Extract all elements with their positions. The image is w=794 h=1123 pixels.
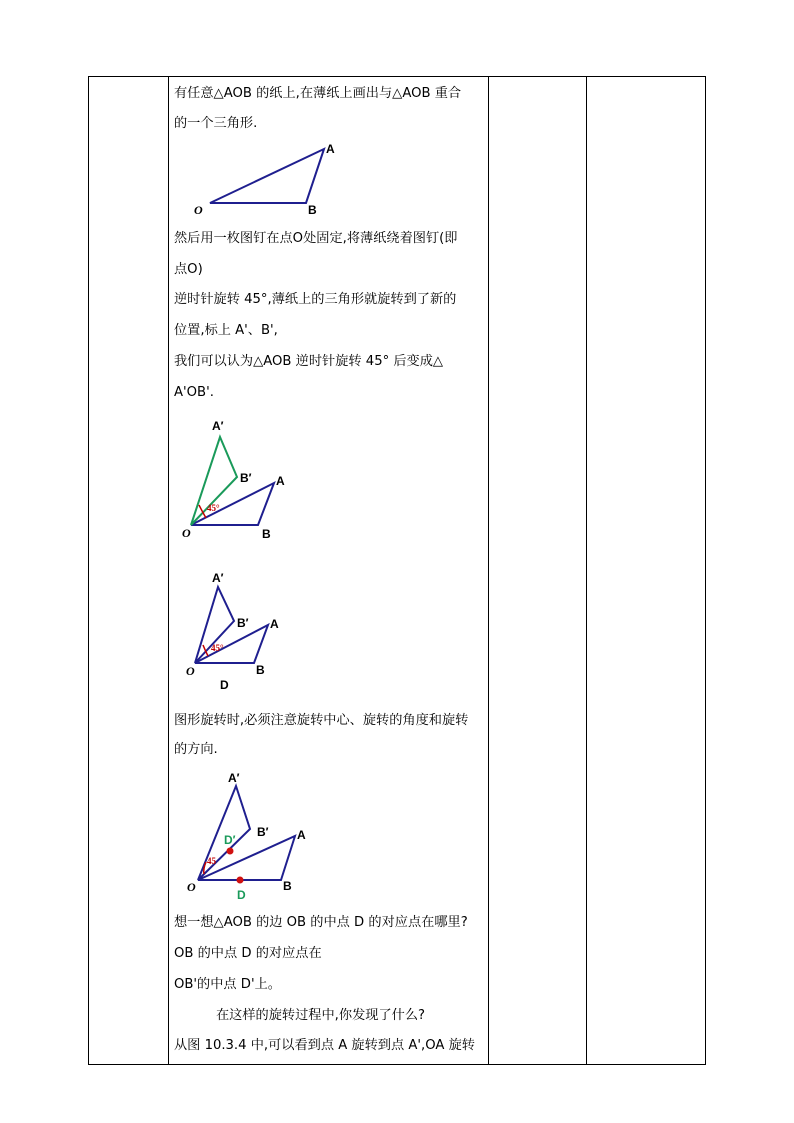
- paragraph-line: 想一想△AOB 的边 OB 的中点 D 的对应点在哪里?: [174, 915, 468, 930]
- triangle-aob: [195, 625, 268, 663]
- label-a-prime: A′: [228, 771, 240, 785]
- label-a: A: [276, 474, 285, 488]
- label-d: D: [220, 678, 229, 692]
- figure-triangle-aob: [184, 140, 344, 220]
- label-b-prime: B′: [257, 825, 269, 839]
- paragraph-line: 点O): [174, 262, 203, 277]
- angle-label: 45°: [211, 643, 224, 653]
- column-divider-3: [586, 77, 587, 1064]
- label-d: D: [237, 888, 246, 902]
- label-o: O: [186, 664, 195, 678]
- label-a: A: [297, 828, 306, 842]
- paragraph-line: OB 的中点 D 的对应点在: [174, 946, 322, 961]
- column-divider-1: [168, 77, 169, 1064]
- paragraph-line: 位置,标上 A'、B',: [174, 323, 278, 338]
- paragraph-line: 在这样的旋转过程中,你发现了什么?: [216, 1008, 426, 1023]
- label-b: B: [256, 663, 265, 677]
- label-b-prime: B′: [237, 616, 249, 630]
- label-o: O: [194, 203, 203, 217]
- triangle-aob: [210, 149, 324, 203]
- label-o: O: [187, 880, 196, 894]
- label-o: O: [182, 526, 191, 540]
- label-b-prime: B′: [240, 471, 252, 485]
- column-divider-2: [488, 77, 489, 1064]
- angle-label: 45: [207, 856, 216, 866]
- angle-label: 45°: [207, 503, 220, 513]
- paragraph-line: 图形旋转时,必须注意旋转中心、旋转的角度和旋转: [174, 713, 469, 728]
- paragraph-line: A'OB'.: [174, 385, 214, 400]
- figure-midpoint-correspondence: [182, 772, 312, 907]
- point-d-prime: [227, 848, 234, 855]
- figure-rotation-45: [178, 415, 308, 545]
- paragraph-line: 从图 10.3.4 中,可以看到点 A 旋转到点 A',OA 旋转: [174, 1038, 475, 1053]
- paragraph-line: 的一个三角形.: [174, 116, 258, 131]
- figure-rotation-with-d: [178, 567, 308, 692]
- paragraph-line: OB'的中点 D'上。: [174, 977, 281, 992]
- paragraph-line: 逆时针旋转 45°,薄纸上的三角形就旋转到了新的: [174, 292, 457, 307]
- paragraph-line: 然后用一枚图钉在点O处固定,将薄纸绕着图钉(即: [174, 231, 458, 246]
- paragraph-line: 有任意△AOB 的纸上,在薄纸上画出与△AOB 重合: [174, 86, 462, 101]
- label-b: B: [283, 879, 292, 893]
- point-d: [237, 877, 244, 884]
- label-d-prime: D′: [224, 833, 236, 847]
- paragraph-line: 的方向.: [174, 742, 218, 757]
- label-a: A: [270, 617, 279, 631]
- label-b: B: [308, 203, 317, 217]
- label-b: B: [262, 527, 271, 541]
- paragraph-line: 我们可以认为△AOB 逆时针旋转 45° 后变成△: [174, 354, 444, 369]
- label-a: A: [326, 142, 335, 156]
- label-a-prime: A′: [212, 419, 224, 433]
- label-a-prime: A′: [212, 571, 224, 585]
